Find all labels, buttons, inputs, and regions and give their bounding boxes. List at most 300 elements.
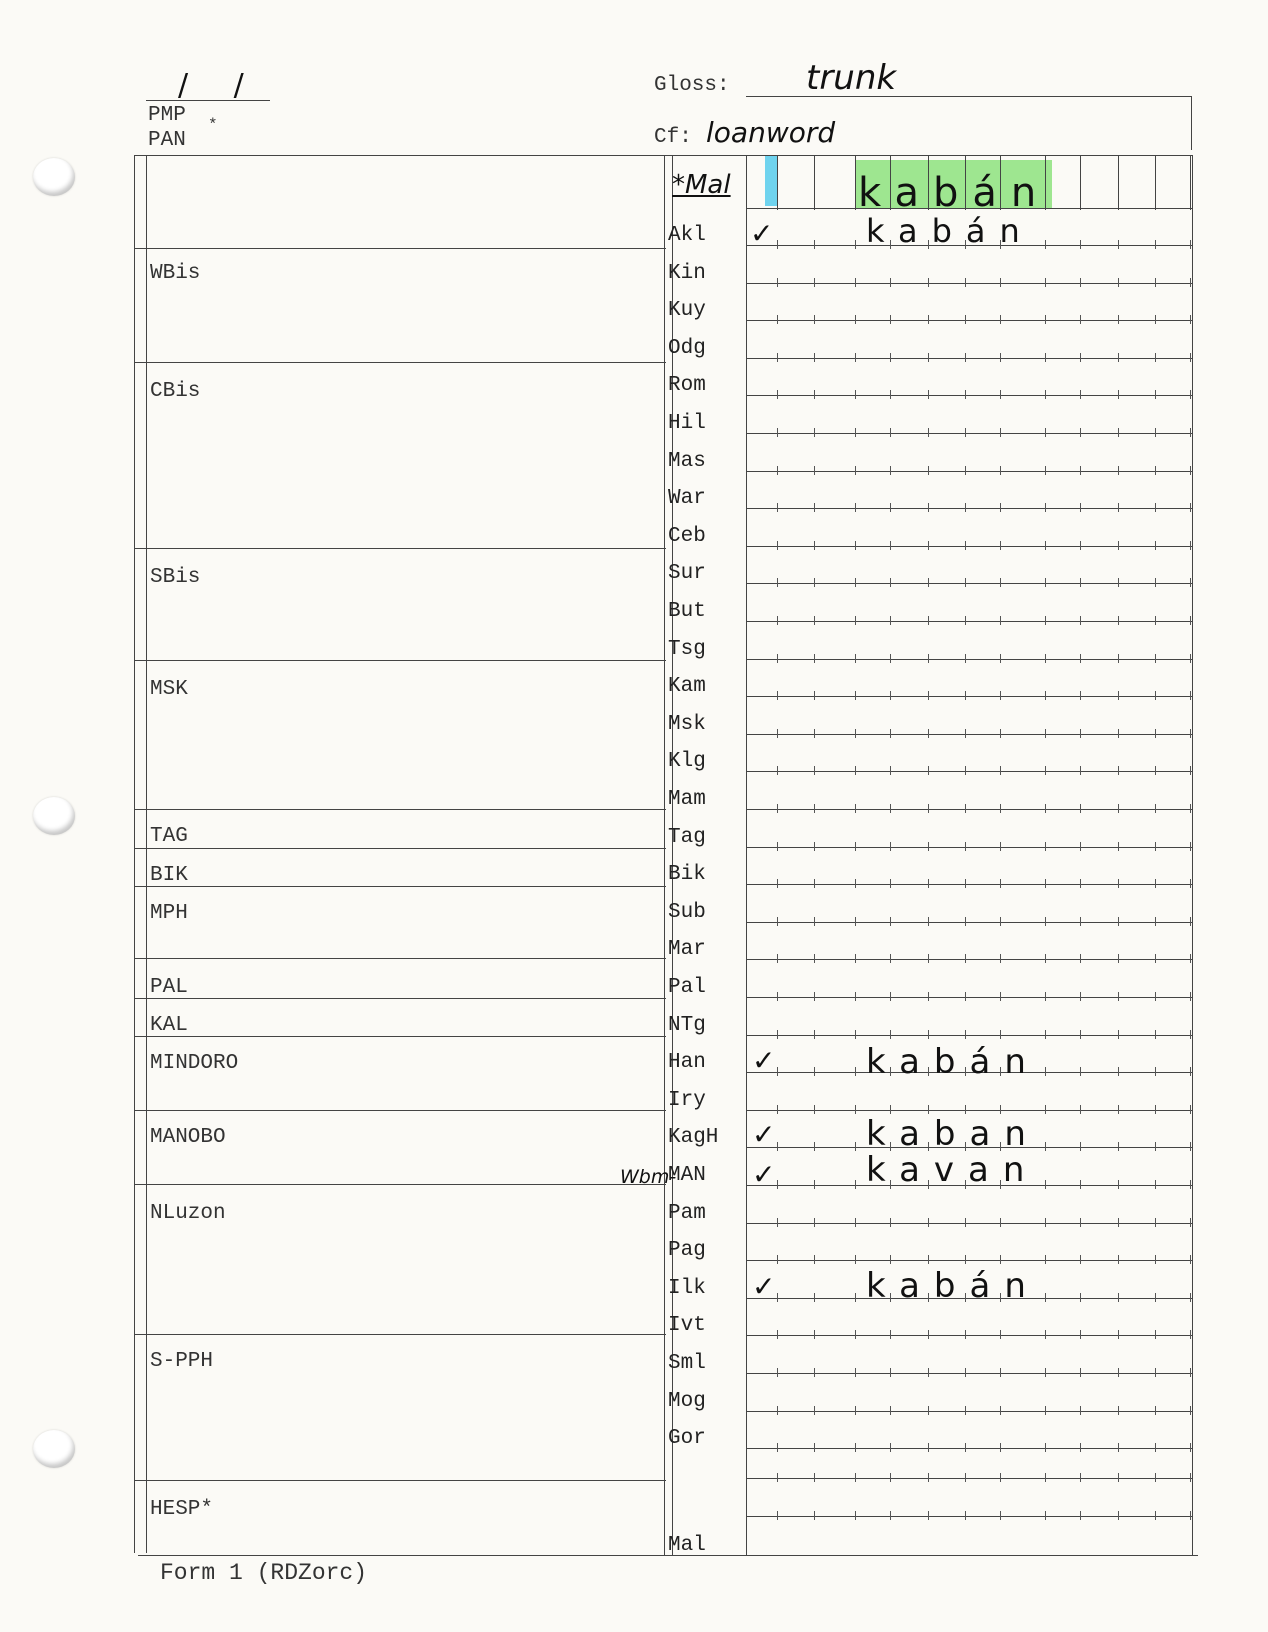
row-tick [890,954,891,963]
row-tick [1080,278,1081,287]
mal-cell-divider [855,155,856,210]
row-tick [1190,315,1191,324]
group-label-pal: PAL [150,976,188,999]
row-line [746,546,1192,547]
row-tick [928,654,929,663]
row-tick [777,1293,778,1302]
row-tick [965,992,966,1001]
row-tick [928,1330,929,1339]
row-tick [928,616,929,625]
row-tick [855,1511,856,1520]
row-tick [1118,1330,1119,1339]
row-tick [1000,353,1001,362]
mal-cell-divider [1190,155,1191,210]
mal-form: kabán [858,170,1051,216]
row-tick [1045,428,1046,437]
row-tick [1045,1473,1046,1482]
row-tick [1045,1368,1046,1377]
row-tick [1190,1180,1191,1189]
row-tick [1190,1067,1191,1076]
row-tick [928,1218,929,1227]
row-tick [890,1255,891,1264]
row-tick [1000,616,1001,625]
row-tick [890,842,891,851]
row-tick [1190,1443,1191,1452]
row-tick [777,1368,778,1377]
row-tick [814,1406,815,1415]
row-tick [928,1255,929,1264]
row-tick [777,240,778,249]
row-tick [1045,1511,1046,1520]
group-label-hesp: HESP* [150,1498,214,1521]
row-tick [1080,1511,1081,1520]
row-tick [1045,766,1046,775]
row-tick [1190,428,1191,437]
row-line [746,621,1192,622]
row-tick [777,729,778,738]
row-tick [1155,353,1156,362]
row-tick [965,541,966,550]
row-tick [814,654,815,663]
row-line [746,659,1192,660]
row-tick [1080,1067,1081,1076]
language-label: Gor [668,1427,706,1451]
language-label: Kin [668,261,706,285]
row-tick [1190,1330,1191,1339]
row-tick [814,466,815,475]
row-tick [1190,1030,1191,1039]
akl-form: kabán [866,212,1034,250]
row-line [746,1448,1192,1449]
row-tick [890,1330,891,1339]
row-tick [965,616,966,625]
group-divider [134,958,666,959]
group-divider [134,998,666,999]
row-tick [890,541,891,550]
row-tick [777,804,778,813]
row-tick [1118,1218,1119,1227]
row-tick [890,503,891,512]
row-line [746,696,1192,697]
row-tick [1045,1142,1046,1151]
han-check: ✓ [752,1044,776,1077]
row-tick [965,353,966,362]
row-tick [1080,1293,1081,1302]
row-tick [1190,766,1191,775]
row-tick [855,954,856,963]
group-label-s-pph: S-PPH [150,1350,214,1373]
row-tick [965,1406,966,1415]
row-tick [855,1443,856,1452]
row-tick [1000,428,1001,437]
row-tick [965,917,966,926]
row-tick [777,428,778,437]
row-line [746,1516,1192,1517]
row-tick [1155,503,1156,512]
row-tick [814,578,815,587]
row-tick [855,691,856,700]
row-tick [1000,954,1001,963]
group-divider [134,660,666,661]
row-tick [855,278,856,287]
row-tick [1045,1180,1046,1189]
row-line [746,734,1192,735]
row-tick [1118,1180,1119,1189]
group-divider [134,886,666,887]
row-tick [855,729,856,738]
row-tick [1190,1511,1191,1520]
row-tick [928,1473,929,1482]
row-tick [1080,1030,1081,1039]
gloss-label: Gloss: [654,74,730,97]
group-divider [134,1334,666,1335]
row-tick [1045,992,1046,1001]
row-tick [890,654,891,663]
row-tick [855,428,856,437]
row-tick [1045,353,1046,362]
group-divider [134,1480,666,1481]
row-tick [1045,954,1046,963]
row-tick [1190,616,1191,625]
row-line [746,997,1192,998]
row-tick [855,804,856,813]
row-tick [1190,278,1191,287]
row-tick [1045,691,1046,700]
row-tick [1155,766,1156,775]
row-tick [1080,766,1081,775]
row-tick [1155,1030,1156,1039]
row-tick [777,616,778,625]
row-tick [1190,1105,1191,1114]
frame-left-inner [146,155,147,1553]
group-label-tag: TAG [150,825,188,848]
row-tick [1118,541,1119,550]
language-label: MAN [668,1164,706,1187]
row-tick [777,1218,778,1227]
row-tick [965,278,966,287]
row-tick [965,1105,966,1114]
row-tick [1080,541,1081,550]
row-tick [855,1368,856,1377]
row-tick [1080,1473,1081,1482]
mal-cell-divider [1155,155,1156,210]
group-label-mph: MPH [150,902,188,925]
language-label: Sub [668,900,706,924]
row-tick [1000,1443,1001,1452]
language-label: Tsg [668,637,706,661]
row-tick [855,240,856,249]
row-tick [777,879,778,888]
row-tick [777,954,778,963]
row-tick [814,954,815,963]
row-tick [1155,1511,1156,1520]
row-tick [1080,1180,1081,1189]
row-tick [890,992,891,1001]
row-tick [814,428,815,437]
row-tick [1155,992,1156,1001]
language-label: Tag [668,825,706,849]
row-tick [1155,1293,1156,1302]
row-tick [1000,390,1001,399]
row-tick [1155,315,1156,324]
row-tick [777,1330,778,1339]
row-tick [1080,390,1081,399]
row-tick [814,1511,815,1520]
row-tick [1155,804,1156,813]
row-tick [1080,1330,1081,1339]
row-tick [777,917,778,926]
row-tick [855,315,856,324]
row-tick [855,1105,856,1114]
row-tick [855,466,856,475]
row-tick [1080,1255,1081,1264]
row-tick [1000,1368,1001,1377]
row-tick [1080,315,1081,324]
row-tick [855,353,856,362]
row-tick [965,1030,966,1039]
row-tick [777,654,778,663]
row-tick [1045,578,1046,587]
row-tick [1118,466,1119,475]
row-tick [928,917,929,926]
row-tick [965,578,966,587]
row-tick [1190,1406,1191,1415]
row-tick [1000,879,1001,888]
row-tick [1155,1330,1156,1339]
row-tick [1155,729,1156,738]
row-tick [1080,353,1081,362]
row-tick [1045,466,1046,475]
row-tick [1000,766,1001,775]
row-tick [965,1473,966,1482]
row-tick [814,1293,815,1302]
language-label: Pag [668,1239,706,1263]
row-tick [928,278,929,287]
row-tick [777,353,778,362]
row-tick [777,1142,778,1151]
row-tick [1080,578,1081,587]
row-tick [1045,1330,1046,1339]
row-tick [928,541,929,550]
row-tick [1045,1030,1046,1039]
row-tick [1190,1142,1191,1151]
row-tick [1118,1105,1119,1114]
pmp-label: PMP [148,104,186,127]
row-tick [1118,616,1119,625]
row-tick [928,353,929,362]
row-tick [1118,578,1119,587]
row-tick [1190,1473,1191,1482]
row-tick [855,1293,856,1302]
row-tick [1118,1255,1119,1264]
row-line [746,1110,1192,1111]
row-tick [1190,954,1191,963]
group-divider [134,248,666,249]
row-tick [855,1180,856,1189]
group-label-nluzon: NLuzon [150,1202,226,1225]
row-tick [1000,691,1001,700]
row-line [746,395,1192,396]
row-tick [1080,729,1081,738]
row-tick [1155,1067,1156,1076]
row-tick [1118,1030,1119,1039]
man-check: ✓ [752,1158,776,1191]
row-tick [1118,278,1119,287]
language-label: Hil [668,412,706,435]
row-tick [855,992,856,1001]
row-tick [1045,1067,1046,1076]
row-tick [1190,879,1191,888]
row-tick [777,1030,778,1039]
row-tick [777,992,778,1001]
row-tick [965,954,966,963]
language-label: Han [668,1051,706,1075]
group-label-bik: BIK [150,864,188,887]
row-tick [1080,1142,1081,1151]
group-divider [134,548,666,549]
language-label: Sur [668,562,706,586]
row-tick [1190,1218,1191,1227]
language-label: Kam [668,675,706,699]
row-tick [1118,766,1119,775]
row-tick [777,691,778,700]
row-tick [890,466,891,475]
punch-hole-middle [33,797,75,835]
language-label: Rom [668,374,706,398]
row-tick [1155,917,1156,926]
row-tick [890,1443,891,1452]
row-tick [814,240,815,249]
row-line [746,809,1192,810]
row-tick [1190,804,1191,813]
row-tick [1080,240,1081,249]
row-line [746,433,1192,434]
row-tick [1155,1473,1156,1482]
pan-label: PAN [148,129,186,152]
mal-cell-divider [928,155,929,210]
row-tick [1045,917,1046,926]
row-tick [777,1443,778,1452]
row-tick [1118,1368,1119,1377]
row-tick [1080,804,1081,813]
row-tick [1190,691,1191,700]
row-tick [814,390,815,399]
row-tick [890,428,891,437]
group-divider [134,1036,666,1037]
row-tick [890,729,891,738]
row-tick [814,278,815,287]
row-tick [814,1330,815,1339]
row-tick [777,541,778,550]
row-line [746,771,1192,772]
row-tick [1080,691,1081,700]
row-line [746,283,1192,284]
row-tick [1118,654,1119,663]
mal-highlight-blue [765,156,777,206]
row-tick [965,466,966,475]
row-tick [1155,1180,1156,1189]
row-tick [1118,240,1119,249]
row-tick [1000,654,1001,663]
row-tick [1045,1406,1046,1415]
row-line [746,922,1192,923]
row-tick [1000,578,1001,587]
punch-hole-top [33,158,75,196]
row-tick [928,729,929,738]
row-line [746,1035,1192,1036]
row-tick [1155,1142,1156,1151]
ilk-check: ✓ [752,1270,776,1303]
row-tick [1118,729,1119,738]
pmp-underline [146,100,270,101]
row-tick [928,428,929,437]
row-line [746,847,1192,848]
row-tick [1045,1443,1046,1452]
row-tick [855,1473,856,1482]
row-tick [928,578,929,587]
kagh-form: kaban [866,1114,1040,1154]
row-tick [1118,503,1119,512]
row-tick [814,1443,815,1452]
row-tick [777,278,778,287]
row-tick [1155,278,1156,287]
mal-cell-divider [1045,155,1046,210]
frame-col-divider-b [672,155,673,1555]
row-tick [814,503,815,512]
row-line [746,1478,1192,1479]
group-label-cbis: CBis [150,380,201,403]
row-tick [965,1255,966,1264]
row-tick [1190,353,1191,362]
row-tick [1118,428,1119,437]
row-tick [1045,1218,1046,1227]
row-tick [1000,804,1001,813]
mal-cell-divider [1000,155,1001,210]
row-tick [928,766,929,775]
row-tick [1155,616,1156,625]
row-tick [965,691,966,700]
row-tick [1118,1473,1119,1482]
row-tick [1080,428,1081,437]
mal-cell-divider [890,155,891,210]
row-tick [1155,691,1156,700]
row-tick [1000,992,1001,1001]
language-label: Odg [668,336,706,360]
row-tick [814,1067,815,1076]
row-tick [1155,879,1156,888]
row-tick [1045,879,1046,888]
row-tick [777,578,778,587]
row-tick [855,616,856,625]
row-tick [890,1030,891,1039]
row-tick [1155,1368,1156,1377]
row-tick [855,1142,856,1151]
row-tick [1155,578,1156,587]
row-line [746,959,1192,960]
row-tick [777,503,778,512]
row-tick [1118,1142,1119,1151]
row-tick [814,1368,815,1377]
row-line [746,1335,1192,1336]
row-tick [928,1443,929,1452]
row-tick [1190,842,1191,851]
row-tick [1118,1067,1119,1076]
row-tick [1000,503,1001,512]
row-tick [814,1142,815,1151]
mal-cell-divider [1080,155,1081,210]
row-tick [814,1473,815,1482]
row-tick [965,804,966,813]
